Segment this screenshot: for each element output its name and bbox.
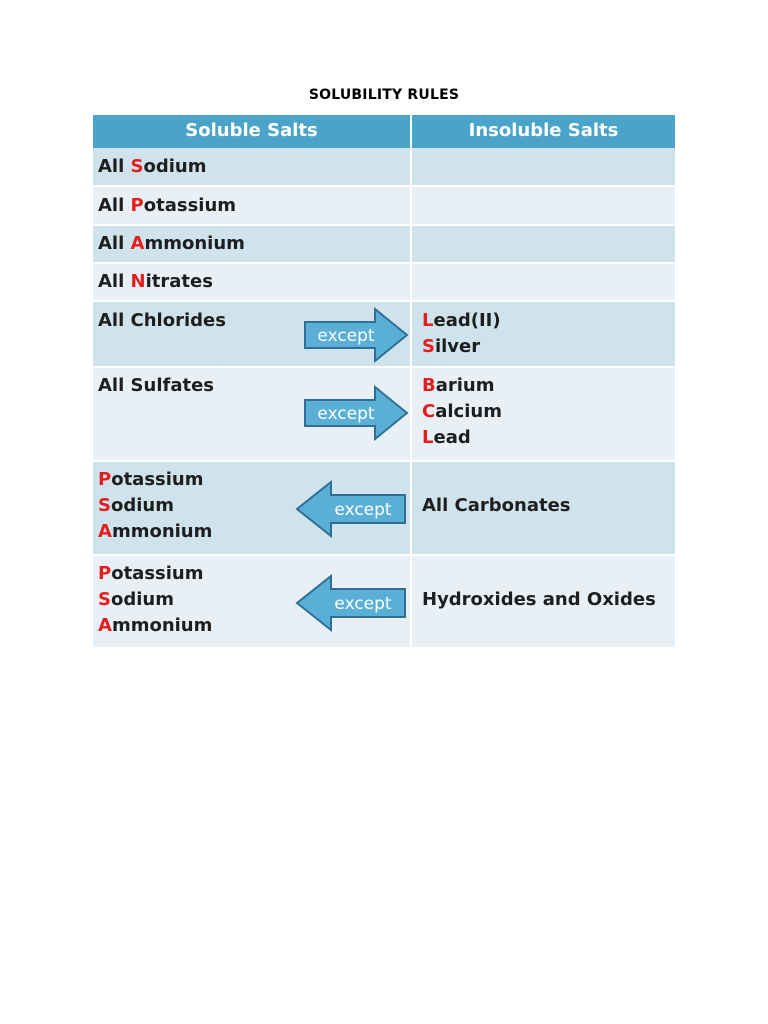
- table-row: [93, 462, 675, 556]
- except-label: except: [334, 500, 392, 520]
- insoluble-item: Calcium: [422, 401, 502, 422]
- soluble-item: Sodium: [98, 589, 174, 610]
- column-divider: [410, 302, 412, 368]
- soluble-item: All Potassium: [98, 195, 237, 216]
- insoluble-item: Silver: [422, 336, 481, 357]
- column-divider: [410, 148, 412, 187]
- except-label: except: [334, 594, 392, 614]
- insoluble-item: Hydroxides and Oxides: [422, 589, 656, 610]
- except-label: except: [317, 404, 375, 424]
- table-row: [93, 556, 675, 647]
- right-arrow-icon: [303, 385, 409, 441]
- soluble-item: Potassium: [98, 469, 204, 490]
- header-insoluble-salts: Insoluble Salts: [468, 120, 619, 141]
- soluble-item: All Sodium: [98, 156, 207, 177]
- column-divider: [410, 187, 412, 226]
- solubility-table: [93, 115, 675, 647]
- soluble-item: Potassium: [98, 563, 204, 584]
- column-divider: [410, 556, 412, 647]
- table-header: [93, 115, 675, 148]
- left-arrow-icon: [295, 480, 407, 538]
- soluble-item: Sodium: [98, 495, 174, 516]
- right-arrow-icon: [303, 307, 409, 363]
- soluble-item: All Nitrates: [98, 271, 213, 292]
- insoluble-item: Lead: [422, 427, 471, 448]
- insoluble-item: Barium: [422, 375, 495, 396]
- soluble-item: All Sulfates: [98, 375, 214, 396]
- soluble-item: Ammonium: [98, 615, 213, 636]
- except-label: except: [317, 326, 375, 346]
- column-divider: [410, 264, 412, 302]
- column-divider: [410, 226, 412, 264]
- column-divider: [410, 462, 412, 556]
- page-title: SOLUBILITY RULES: [308, 87, 460, 103]
- soluble-item: All Chlorides: [98, 310, 226, 331]
- left-arrow-icon: [295, 574, 407, 632]
- table-row: [93, 264, 675, 302]
- insoluble-item: Lead(II): [422, 310, 501, 331]
- soluble-item: All Ammonium: [98, 233, 245, 254]
- table-row: [93, 187, 675, 226]
- soluble-item: Ammonium: [98, 521, 213, 542]
- insoluble-item: All Carbonates: [422, 495, 571, 516]
- column-divider: [410, 368, 412, 462]
- table-row: [93, 226, 675, 264]
- header-soluble-salts: Soluble Salts: [185, 120, 318, 141]
- table-row: [93, 368, 675, 462]
- table-row: [93, 302, 675, 368]
- table-row: [93, 148, 675, 187]
